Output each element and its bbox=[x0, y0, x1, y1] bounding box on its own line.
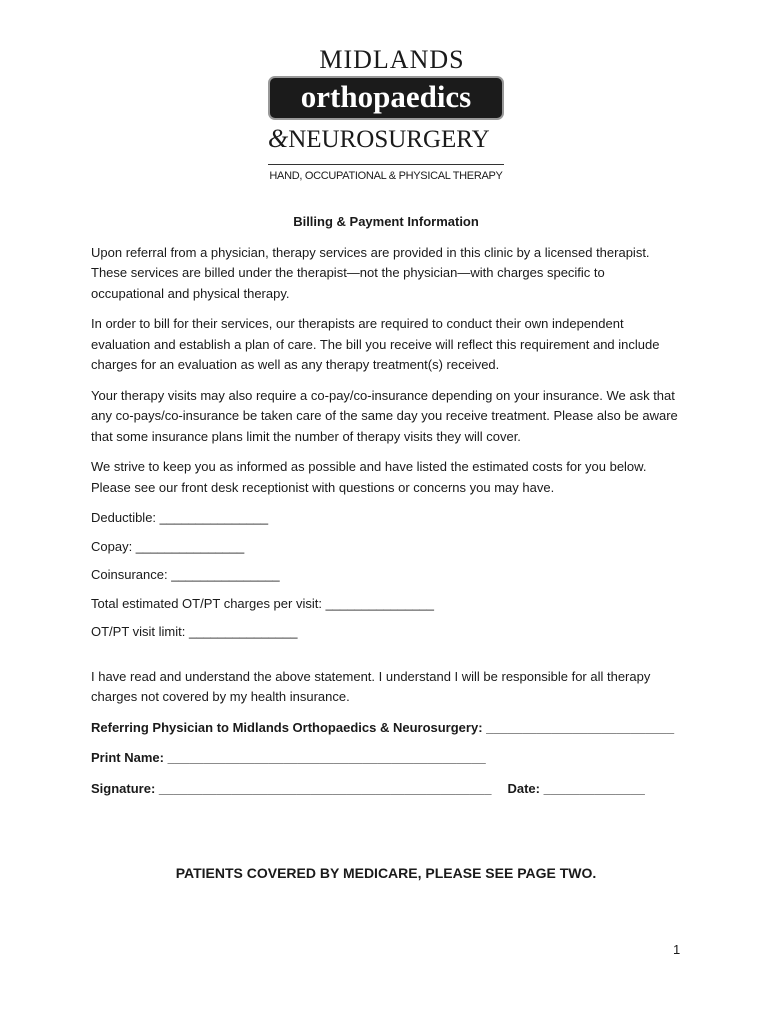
logo-top-text: MIDLANDS bbox=[319, 45, 465, 74]
deductible-field[interactable]: Deductible: _______________ bbox=[91, 510, 269, 525]
logo-tagline: HAND, OCCUPATIONAL & PHYSICAL THERAPY bbox=[269, 170, 503, 182]
medicare-notice: PATIENTS COVERED BY MEDICARE, PLEASE SEE PAGE TWO. bbox=[175, 865, 597, 881]
logo-middle-text: orthopaedics bbox=[268, 76, 504, 120]
paragraph-referral: Upon referral from a physician, therapy services are provided in this clinic by a licensed therapist. These services are billed under the therapist—not the physician—with charges specific to occupational and physical therapy. bbox=[91, 244, 650, 301]
paragraph-copay: Your therapy visits may also require a co-pay/co-insurance depending on your insurance. We ask that any co-pays/co-insurance be taken care of the same day you receive treatment. Please also be aware that some insurance plans limit the number of therapy visits they will cover. bbox=[91, 387, 678, 444]
spacer bbox=[91, 651, 681, 667]
paragraph-evaluation: In order to bill for their services, our therapists are required to conduct their own independent evaluation and establish a plan of care. The bill you receive will reflect this requirement and include charges for an evaluation as well as any therapy treatment(s) received. bbox=[91, 316, 660, 372]
logo-bottom-line bbox=[268, 124, 504, 155]
page-title: Billing & Payment Information bbox=[293, 214, 479, 229]
logo-bottom-text: NEUROSURGERY bbox=[288, 126, 490, 153]
date-field[interactable]: Date: ______________ bbox=[507, 780, 645, 796]
copay-field[interactable]: Copay: _______________ bbox=[91, 538, 245, 554]
signature-row bbox=[91, 779, 681, 800]
coinsurance-field[interactable]: Coinsurance: _______________ bbox=[91, 567, 280, 582]
print-name-field[interactable]: Print Name: ____________________________________________ bbox=[91, 750, 486, 765]
midlands-logo bbox=[268, 46, 504, 182]
charges-per-visit-field[interactable]: Total estimated OT/PT charges per visit: _______________ bbox=[91, 595, 435, 611]
acknowledgement-statement: I have read and understand the above statement. I understand I will be responsible for all therapy charges not covered by my health insurance. bbox=[91, 668, 651, 704]
paragraph-estimates: We strive to keep you as informed as possible and have listed the estimated costs for you below. Please see our front desk receptionist with questions or concerns you may have. bbox=[91, 459, 647, 495]
logo-ampersand: & bbox=[268, 124, 289, 153]
visit-limit-field[interactable]: OT/PT visit limit: _______________ bbox=[91, 624, 298, 639]
logo-divider bbox=[268, 164, 504, 165]
page-number: 1 bbox=[673, 942, 681, 957]
referring-physician-field[interactable]: Referring Physician to Midlands Orthopaedics & Neurosurgery: __________________________ bbox=[91, 719, 675, 735]
document-body bbox=[91, 212, 681, 809]
signature-field[interactable]: Signature: ______________________________________________ bbox=[91, 780, 492, 796]
